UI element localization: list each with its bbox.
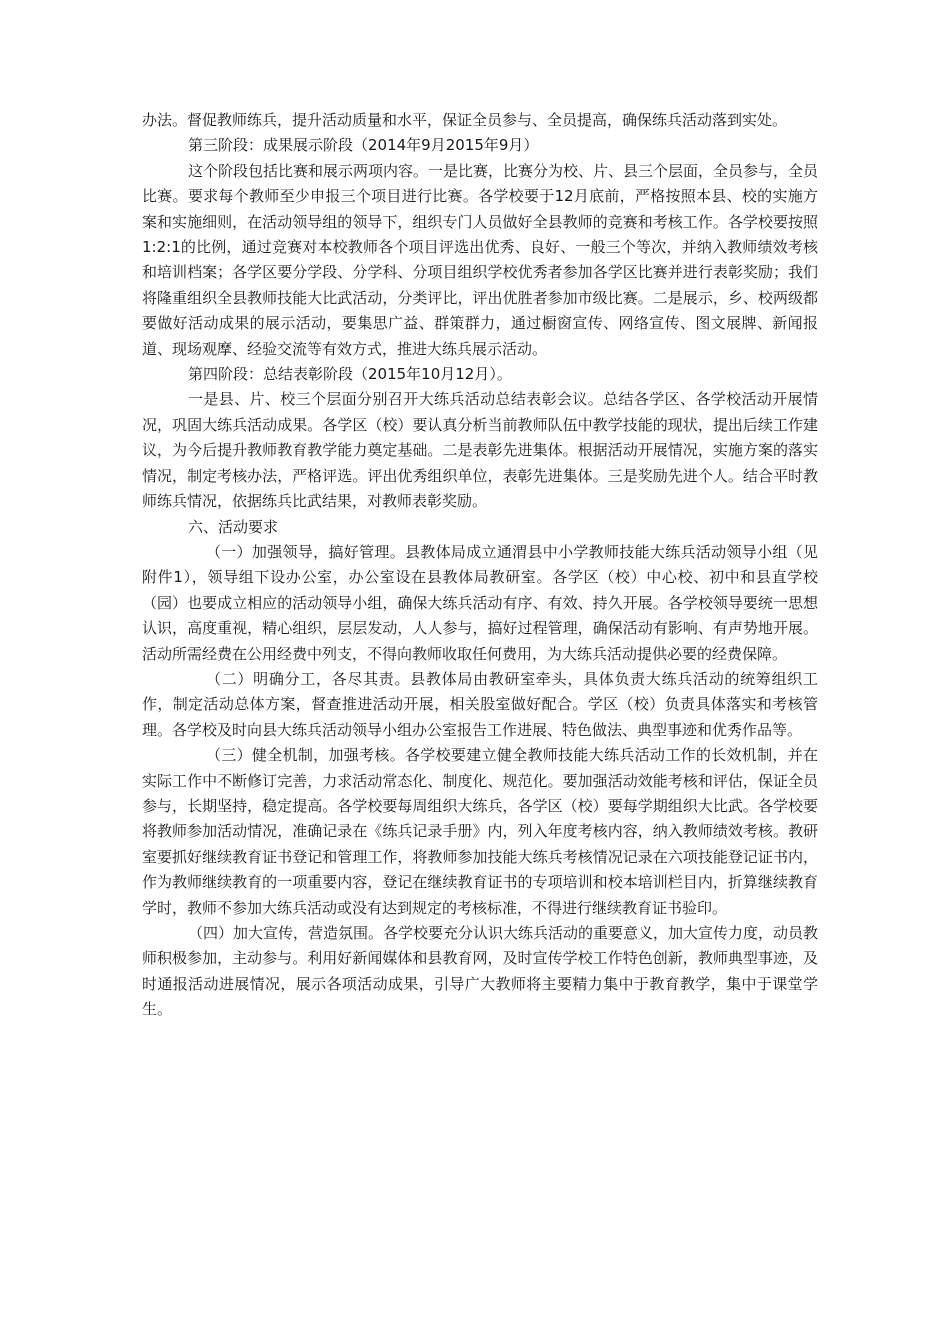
stage-three-heading: 第三阶段：成果展示阶段（2014年9月2015年9月）	[188, 136, 539, 155]
stage-four-body: 一是县、片、校三个层面分别召开大练兵活动总结表彰会议。总结各学区、各学校活动开展情况，巩固大练兵活动成果。各学区（校）要认真分析当前教师队伍中教学技能的现状，提出后续工作建议，为今后提升教师教育教学能力奠定基础。二是表彰先进集体。根据活动开展情况，实施方案的落实情况，制定考核办法，严格评选。评出优秀组织单位，表彰先进集体。三是奖励先进个人。结合平时教师练兵情况，依据练兵比武结果，对教师表彰奖励。	[142, 390, 818, 511]
stage-four-heading: 第四阶段：总结表彰阶段（2015年10月12月）。	[188, 365, 512, 384]
requirement-two: （二）明确分工，各尽其责。县教体局由教研室牵头，具体负责大练兵活动的统筹组织工作，制定活动总体方案，督查推进活动开展，相关股室做好配合。学区（校）负责具体落实和考核管理。各学校及时向县大练兵活动领导小组办公室报告工作进展、特色做法、典型事迹和优秀作品等。	[142, 669, 818, 739]
requirement-one: （一）加强领导，搞好管理。县教体局成立通渭县中小学教师技能大练兵活动领导小组（见附件1），领导组下设办公室，办公室设在县教体局教研室。各学区（校）中心校、初中和县直学校（园）也要成立相应的活动领导小组，确保大练兵活动有序、有效、持久开展。各学校领导要统一思想认识，高度重视，精心组织，层层发动，人人参与，搞好过程管理，确保活动有影响、有声势地开展。活动所需经费在公用经费中列支，不得向教师收取任何费用，为大练兵活动提供必要的经费保障。	[142, 542, 818, 663]
section-six-heading: 六、活动要求	[188, 517, 279, 536]
paragraph-continuation: 办法。督促教师练兵，提升活动质量和水平，保证全员参与、全员提高，确保练兵活动落到实处。	[142, 111, 788, 129]
requirement-three: （三）健全机制，加强考核。各学校要建立健全教师技能大练兵活动工作的长效机制，并在实际工作中不断修订完善，力求活动常态化、制度化、规范化。要加强活动效能考核和评估，保证全员参与，长期坚持，稳定提高。各学校要每周组织大练兵，各学区（校）要每学期组织大比武。各学校要将教师参加活动情况，准确记录在《练兵记录手册》内，列入年度考核内容，纳入教师绩效考核。教研室要抓好继续教育证书登记和管理工作，将教师参加技能大练兵考核情况记录在六项技能登记证书内，作为教师继续教育的一项重要内容，登记在继续教育证书的专项培训和校本培训栏目内，折算继续教育学时，教师不参加大练兵活动或没有达到规定的考核标准，不得进行继续教育证书验印。	[142, 746, 818, 917]
document-body	[142, 108, 818, 1023]
stage-three-body: 这个阶段包括比赛和展示两项内容。一是比赛，比赛分为校、片、县三个层面，全员参与，全员比赛。要求每个教师至少申报三个项目进行比赛。各学校要于12月底前，严格按照本县、校的实施方案和实施细则，在活动领导组的领导下，组织专门人员做好全县教师的竞赛和考核工作。各学校要按照1:2:1的比例，通过竞赛对本校教师各个项目评选出优秀、良好、一般三个等次，并纳入教师绩效考核和培训档案；各学区要分学段、分学科、分项目组织学校优秀者参加各学区比赛并进行表彰奖励；我们将隆重组织全县教师技能大比武活动，分类评比，评出优胜者参加市级比赛。二是展示，乡、校两级都要做好活动成果的展示活动，要集思广益、群策群力，通过橱窗宣传、网络宣传、图文展牌、新闻报道、现场观摩、经验交流等有效方式，推进大练兵展示活动。	[142, 161, 819, 358]
requirement-four: （四）加大宣传，营造氛围。各学校要充分认识大练兵活动的重要意义，加大宣传力度，动员教师积极参加，主动参与。利用好新闻媒体和县教育网，及时宣传学校工作特色创新，教师典型事迹，及时通报活动进展情况，展示各项活动成果，引导广大教师将主要精力集中于教育教学，集中于课堂学生。	[142, 924, 819, 1019]
